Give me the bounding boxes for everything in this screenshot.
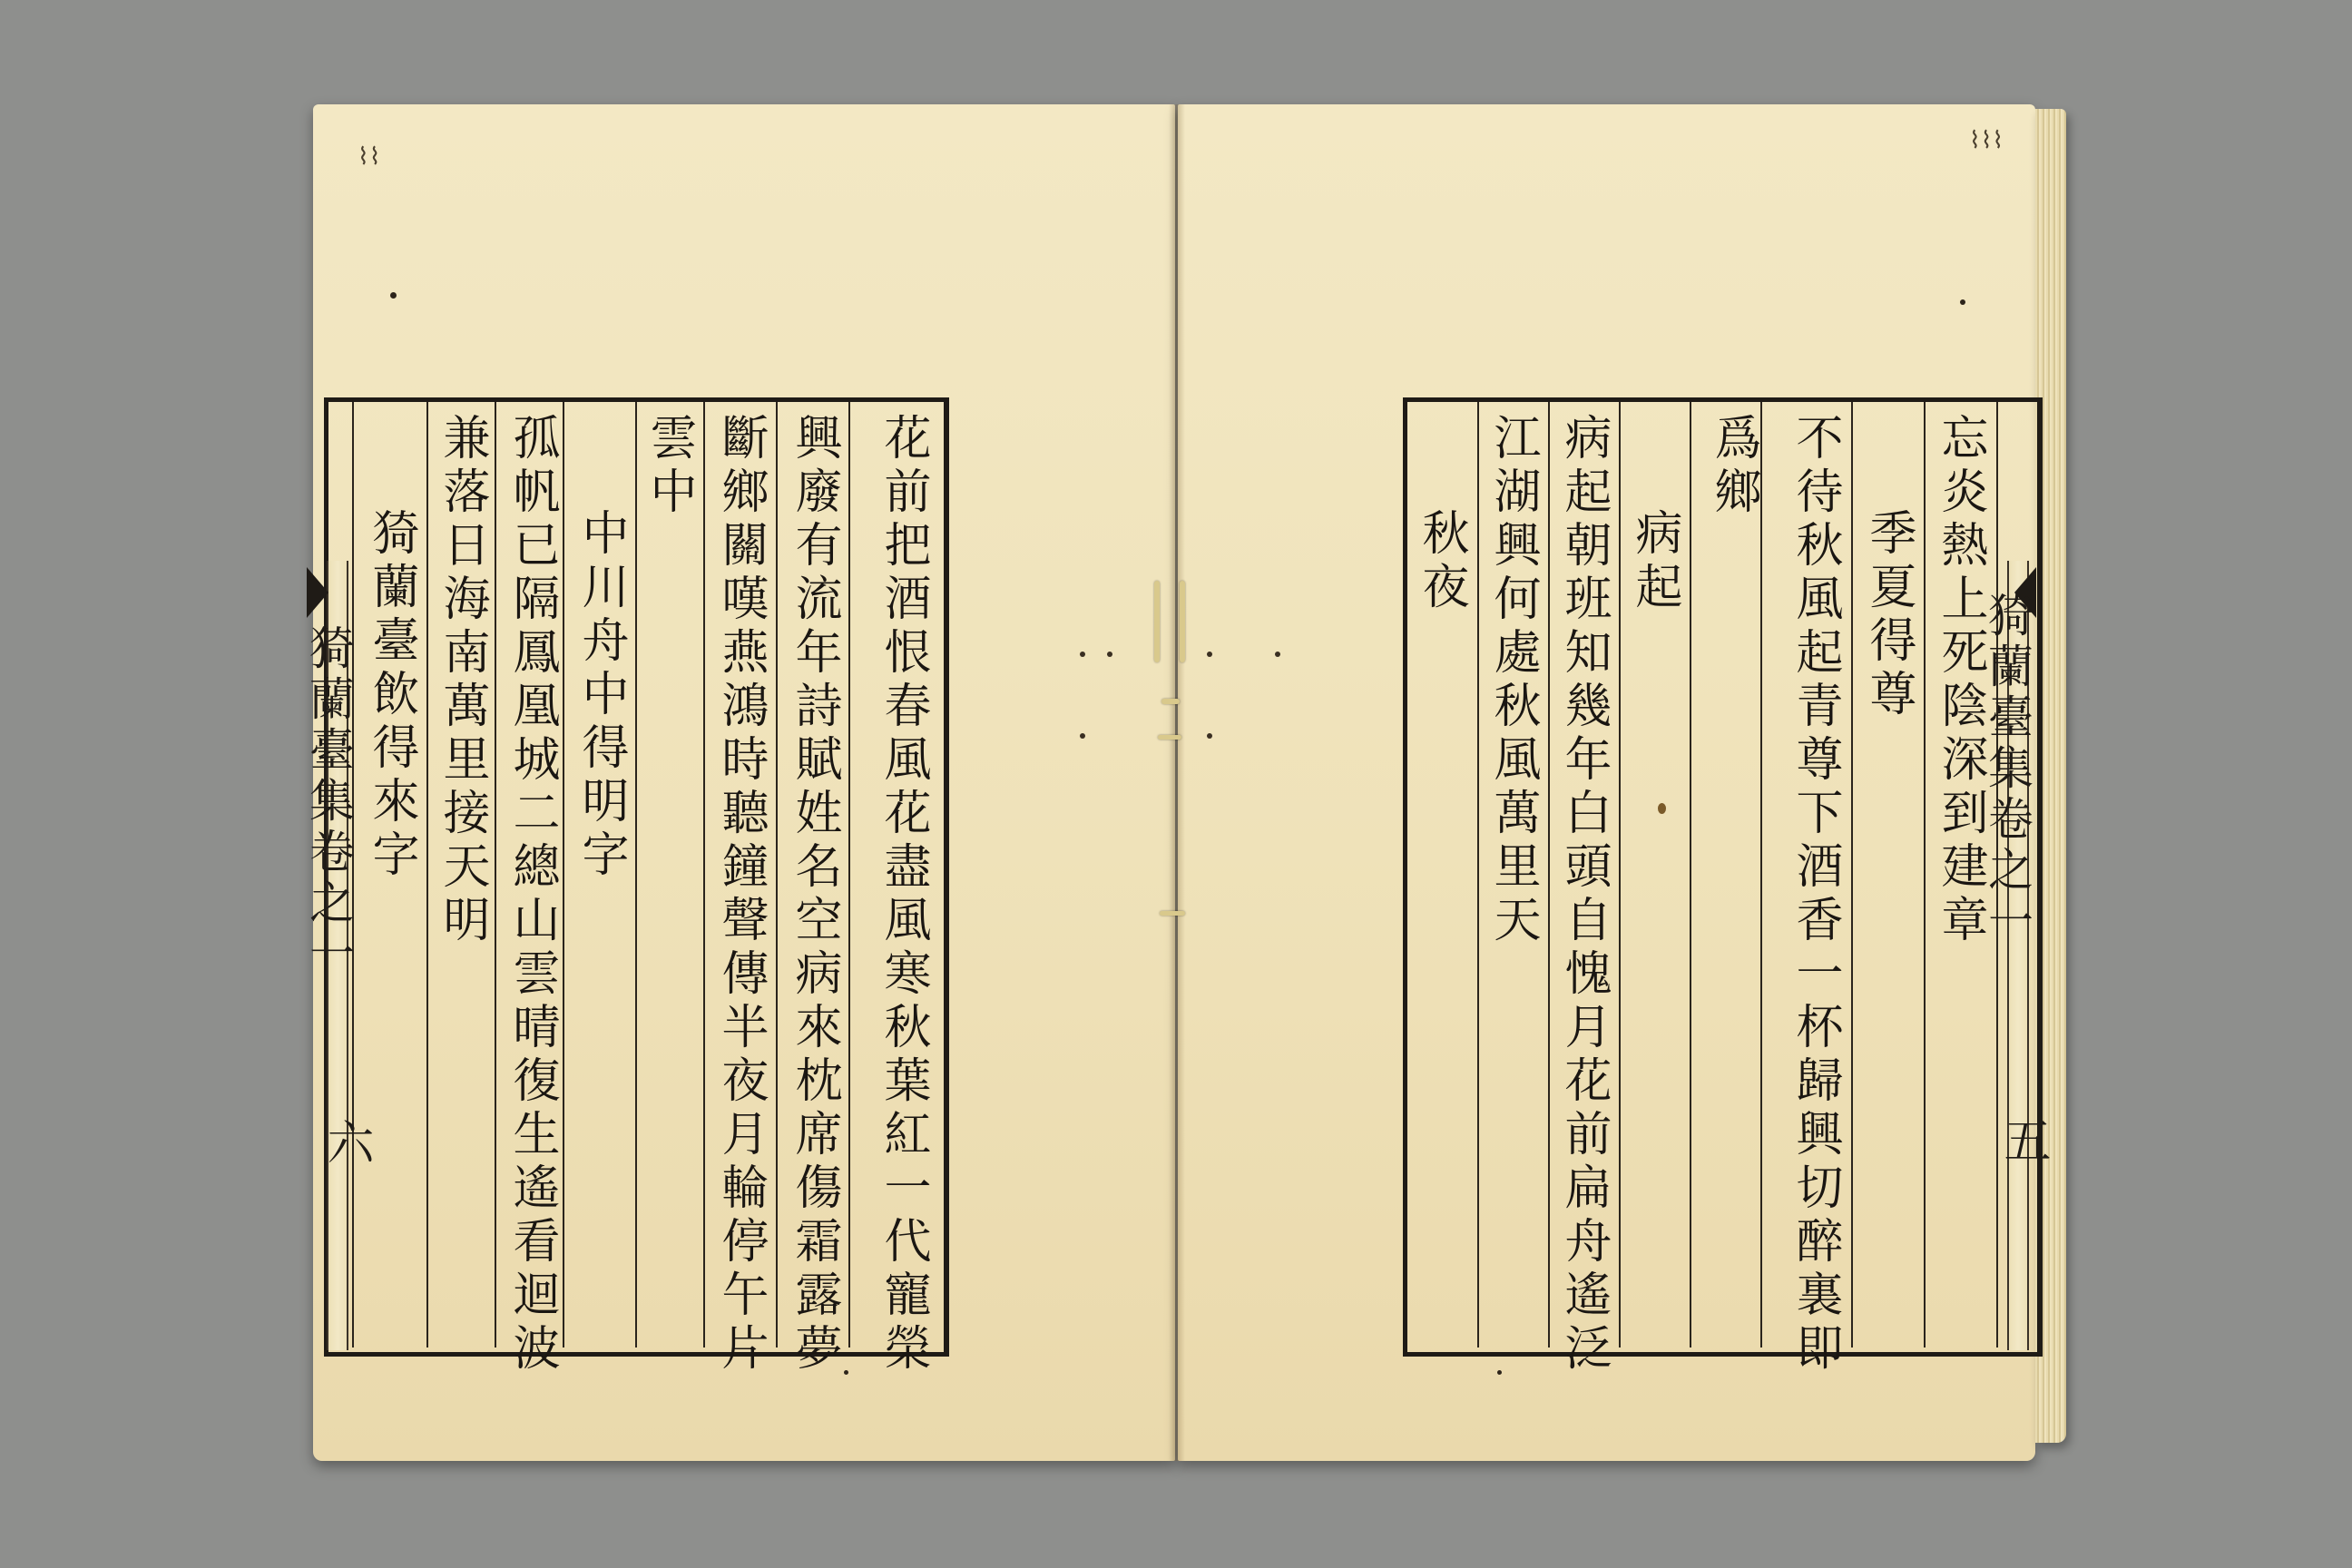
- column-rule: [1690, 402, 1691, 1348]
- binding-hole: [1080, 652, 1085, 657]
- column-rule: [1548, 402, 1550, 1348]
- left-fold-title: 猗蘭臺集卷之一: [302, 624, 355, 980]
- column-rule: [1851, 402, 1853, 1348]
- binding-thread: [1154, 581, 1160, 662]
- left-text-column-1: 花前把酒恨春風花盡風寒秋葉紅一代寵榮: [876, 413, 930, 1377]
- ink-speck: [390, 292, 397, 299]
- column-rule: [635, 402, 637, 1348]
- column-rule: [1760, 402, 1762, 1348]
- right-folio-number: 五: [1995, 1116, 2050, 1163]
- right-poem-title-2: 病起: [1627, 508, 1681, 615]
- right-fold-title: 猗蘭臺集卷之一: [1981, 592, 2034, 947]
- right-text-column-5: 江湖興何處秋風萬里天: [1485, 413, 1540, 948]
- right-poem-title-1: 季夏得尊: [1861, 508, 1916, 722]
- binding-thread: [1158, 735, 1181, 740]
- left-text-column-5: 孤帆已隔鳳凰城二總山雲晴復生遙看迴波: [505, 413, 559, 1377]
- binding-thread: [1161, 699, 1180, 704]
- right-text-column-1: 忘炎熱上死陰深到建章: [1933, 413, 1987, 948]
- right-text-column-4: 病起朝班知幾年白頭自愧月花前扁舟遙泛: [1556, 413, 1611, 1377]
- binding-thread: [1160, 911, 1185, 916]
- binding-hole: [1107, 652, 1112, 657]
- column-rule: [1619, 402, 1621, 1348]
- binding-hole: [1207, 733, 1212, 739]
- right-text-column-3: 爲鄉: [1706, 413, 1760, 520]
- fishtail-mark: [307, 567, 328, 618]
- binding-hole: [1275, 652, 1280, 657]
- left-poem-title-1: 中川舟中得明字: [573, 508, 628, 883]
- left-text-column-2: 興廢有流年詩賦姓名空病來枕席傷霜露夢: [787, 413, 841, 1377]
- column-rule: [1477, 402, 1479, 1348]
- binding-hole: [1080, 733, 1085, 739]
- worm-damage: ⌇⌇⌇: [1969, 127, 2004, 154]
- ink-speck: [1960, 299, 1965, 305]
- left-poem-title-2: 猗蘭臺飲得來字: [364, 508, 418, 883]
- column-rule: [703, 402, 705, 1348]
- column-rule: [1924, 402, 1926, 1348]
- column-rule: [848, 402, 850, 1348]
- column-rule: [426, 402, 428, 1348]
- ink-speck: [844, 1370, 848, 1375]
- binding-hole: [1207, 652, 1212, 657]
- left-text-column-4: 雲中: [642, 413, 696, 520]
- worm-damage: ⌇⌇: [358, 143, 381, 171]
- left-text-column-3: 斷鄉關嘆燕鴻時聽鐘聲傳半夜月輪停午片: [713, 413, 768, 1377]
- column-rule: [776, 402, 778, 1348]
- binding-thread: [1180, 581, 1185, 662]
- right-poem-title-3: 秋夜: [1414, 508, 1468, 615]
- right-text-column-2: 不待秋風起青尊下酒香一杯歸興切醉裏即: [1788, 413, 1842, 1377]
- left-text-column-6: 兼落日海南萬里接天明: [435, 413, 489, 948]
- column-rule: [563, 402, 564, 1348]
- ink-speck: [1497, 1370, 1502, 1375]
- left-folio-number: 六: [318, 1118, 373, 1165]
- column-rule: [495, 402, 496, 1348]
- binding-gutter: [1169, 104, 1185, 1461]
